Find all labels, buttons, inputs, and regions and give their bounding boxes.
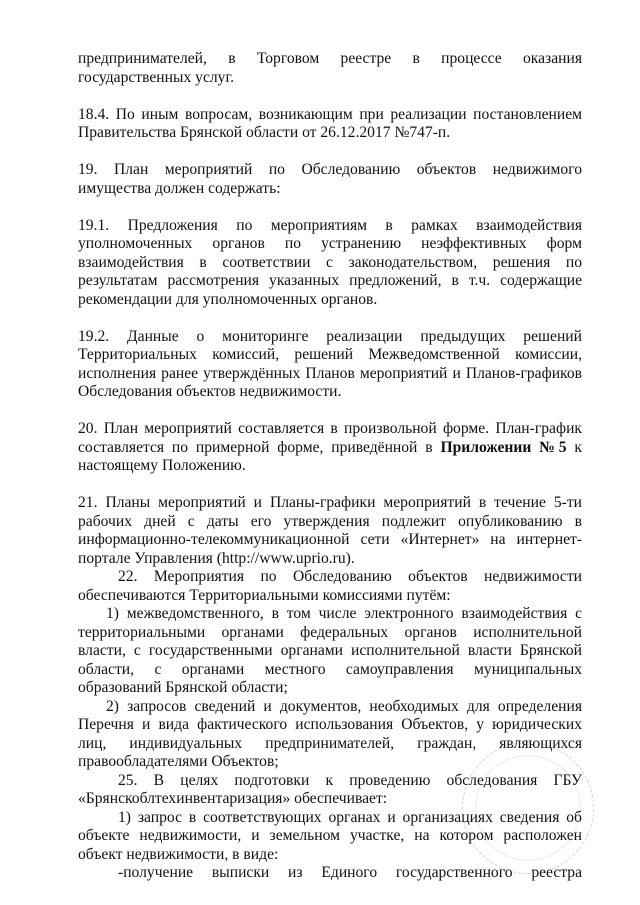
paragraph-20-text-c: к настоящему Положению. (78, 438, 582, 474)
paragraph-19: 19. План мероприятий по Обследованию объектов недвижимого имущества должен содержать: (78, 161, 582, 197)
paragraph-25-item-1: 1) запрос в соответствующих органах и организациях сведения об объекте недвижимости, и земельном участке, на котором расположен объект недвижимости, в виде: (78, 808, 582, 863)
paragraph-continuation: предпринимателей, в Торговом реестре в процессе оказания государственных услуг. (78, 50, 582, 86)
paragraph-19-1: 19.1. Предложения по мероприятиям в рамках взаимодействия уполномоченных органов по устранению неэффективных форм взаимодействия в соответствии с законодательством, решения по результатам рассмотрения указанных предложений, в т.ч. содержащие рекомендации для уполномоченных органов. (78, 216, 582, 308)
paragraph-25: 25. В целях подготовки к проведению обследования ГБУ «Брянскоблтехинвентаризация» обеспечивает: (78, 771, 582, 807)
appendix-5-reference: Приложении №5 (440, 438, 567, 456)
paragraph-20-text-a: 20. План мероприятий составляется в произвольной форме. План-график составляется по примерной форме, приведённой в (78, 420, 582, 456)
paragraph-25-item-1-a: -получение выписки из Единого государственного реестра (118, 864, 582, 881)
paragraph-19-2: 19.2. Данные о мониторинге реализации предыдущих решений Территориальных комиссий, решений Межведомственной комиссии, исполнения ранее утверждённых Планов мероприятий и Планов-графиков Обследования объектов недвижимости. (78, 327, 582, 400)
paragraph-22: 22. Мероприятия по Обследованию объектов недвижимости обеспечиваются Территориальными комиссиями путём: (78, 568, 582, 604)
paragraph-22-item-2: 2) запросов сведений и документов, необходимых для определения Перечня и вида фактического использования Объектов, у юридических лиц, индивидуальных предпринимателей, граждан, являющихся правообладателями Объектов; (78, 697, 582, 770)
paragraph-21: 21. Планы мероприятий и Планы-графики мероприятий в течение 5-ти рабочих дней с даты его утверждения подлежит опубликованию в информационно-телекоммуникационной сети «Интернет» на интернет-портале Управления (http://www.uprio.ru). (78, 494, 582, 567)
paragraph-20 (78, 420, 582, 476)
paragraph-18-4: 18.4. По иным вопросам, возникающим при реализации постановлением Правительства Брянской области от 26.12.2017 №747-п. (78, 105, 582, 141)
paragraph-22-item-1: 1) межведомственного, в том числе электронного взаимодействия с территориальными органами федеральных органов исполнительной власти, с государственными органами исполнительной власти Брянской области, с органами местного самоуправления муниципальных образований Брянской области; (78, 605, 582, 696)
